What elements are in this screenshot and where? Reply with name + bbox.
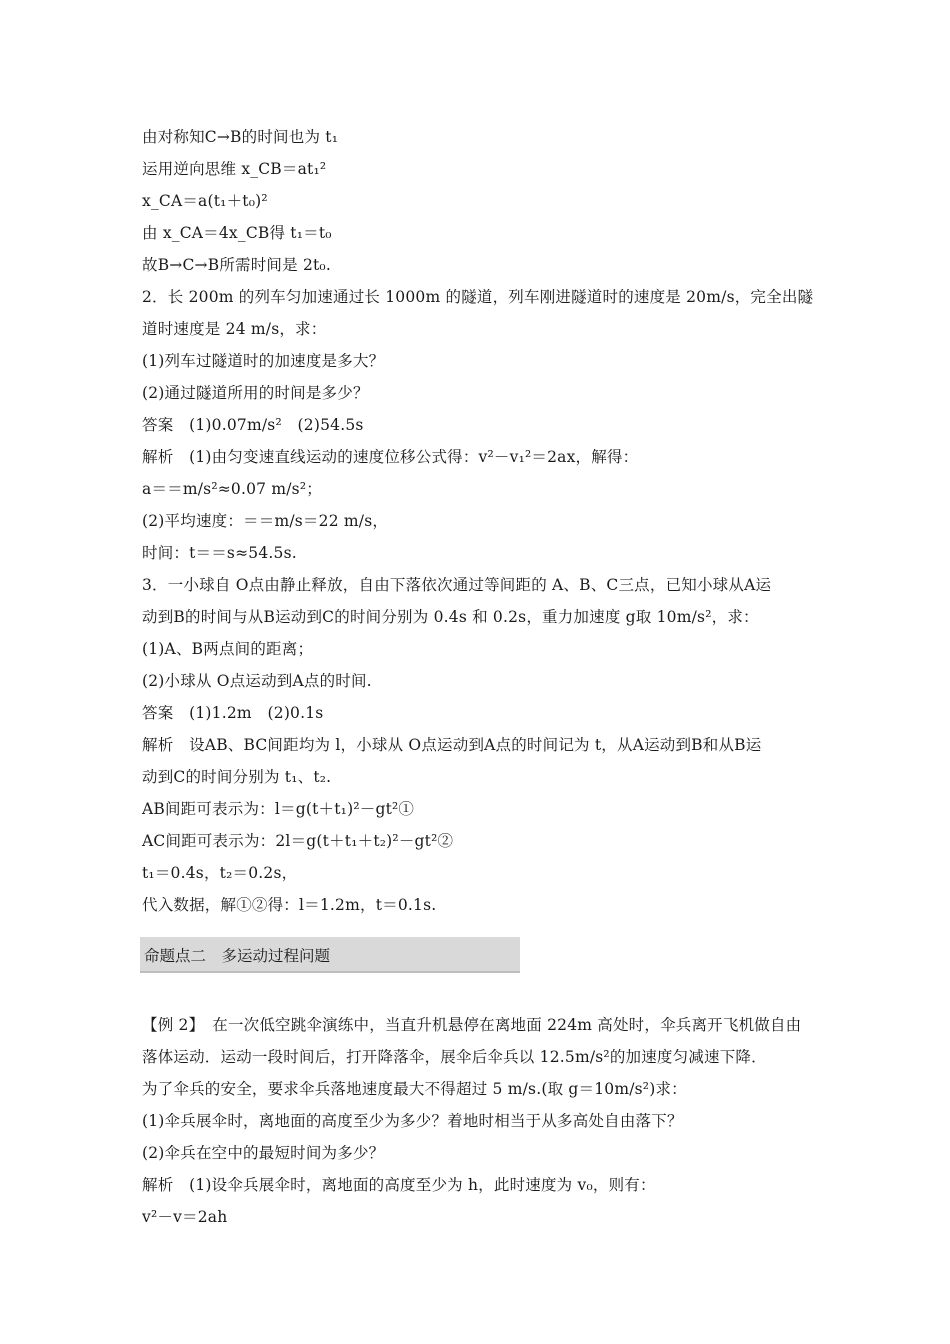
problem-2-question-1: (1)列车过隧道时的加速度是多大？ [142,352,385,370]
section-header [140,937,520,973]
solution-line-1: 由对称知C→B的时间也为 t₁ [142,128,339,146]
example-2-text-cont: 落体运动．运动一段时间后，打开降落伞，展伞后伞兵以 12.5m/s²的加速度匀减速下降． [142,1048,767,1066]
solution-line-4: 由 x_CA＝4x_CB得 t₁＝t₀ [142,224,332,242]
solution-line-2: 运用逆向思维 x_CB＝at₁² [142,160,327,178]
example-2-question-2: (2)伞兵在空中的最短时间为多少？ [142,1144,385,1162]
problem-3-question-1: (1)A、B两点间的距离； [142,640,314,658]
example-2-text: 【例 2】 在一次低空跳伞演练中，当直升机悬停在离地面 224m 高处时，伞兵离开飞机做自由 [142,1016,802,1034]
solution-line-5: 故B→C→B所需时间是 2t₀. [142,256,331,274]
problem-3-answer: 答案 (1)1.2m (2)0.1s [142,704,324,722]
example-2-question-1: (1)伞兵展伞时，离地面的高度至少为多少？着地时相当于从多高处自由落下？ [142,1112,683,1130]
problem-3-analysis-line: AC间距可表示为：2l＝g(t＋t₁＋t₂)²－gt²② [142,832,454,850]
example-2-analysis: 解析 (1)设伞兵展伞时，离地面的高度至少为 h，此时速度为 v₀，则有： [142,1176,656,1194]
problem-2-text: 2．长 200m 的列车匀加速通过长 1000m 的隧道，列车刚进隧道时的速度是 20m/s，完全出隧 [142,288,814,306]
problem-2-analysis-line: a＝＝m/s²≈0.07 m/s²； [142,480,322,498]
problem-2-question-2: (2)通过隧道所用的时间是多少？ [142,384,369,402]
problem-3-analysis-line: AB间距可表示为：l＝g(t＋t₁)²－gt²① [142,800,415,818]
problem-3-analysis-line: t₁＝0.4s，t₂＝0.2s， [142,864,298,882]
problem-3-analysis-line: 代入数据，解①②得：l＝1.2m，t＝0.1s. [142,896,437,914]
example-2-text-cont: 为了伞兵的安全，要求伞兵落地速度最大不得超过 5 m/s.(取 g＝10m/s²)求： [142,1080,687,1098]
problem-2-answer: 答案 (1)0.07m/s² (2)54.5s [142,416,364,434]
solution-line-3: x_CA＝a(t₁＋t₀)² [142,192,268,210]
problem-2-analysis-line: 时间：t＝＝s≈54.5s. [142,544,297,562]
problem-2-text-cont: 道时速度是 24 m/s，求： [142,320,327,338]
problem-3-analysis: 解析 设AB、BC间距均为 l，小球从 O点运动到A点的时间记为 t，从A运动到B和从B运 [142,736,762,754]
problem-3-text-cont: 动到B的时间与从B运动到C的时间分别为 0.4s 和 0.2s，重力加速度 g取 10m/s²，求： [142,608,759,626]
problem-2-analysis-line: (2)平均速度：＝＝m/s＝22 m/s， [142,512,389,530]
problem-3-question-2: (2)小球从 O点运动到A点的时间. [142,672,372,690]
problem-3-text: 3．一小球自 O点由静止释放，自由下落依次通过等间距的 A、B、C三点，已知小球从A运 [142,576,772,594]
section-title: 命题点二 多运动过程问题 [144,947,331,965]
problem-2-analysis: 解析 (1)由匀变速直线运动的速度位移公式得：v²－v₁²＝2ax，解得： [142,448,639,466]
problem-3-analysis-line: 动到C的时间分别为 t₁、t₂. [142,768,332,786]
example-2-equation: v²－v＝2ah [142,1208,228,1226]
